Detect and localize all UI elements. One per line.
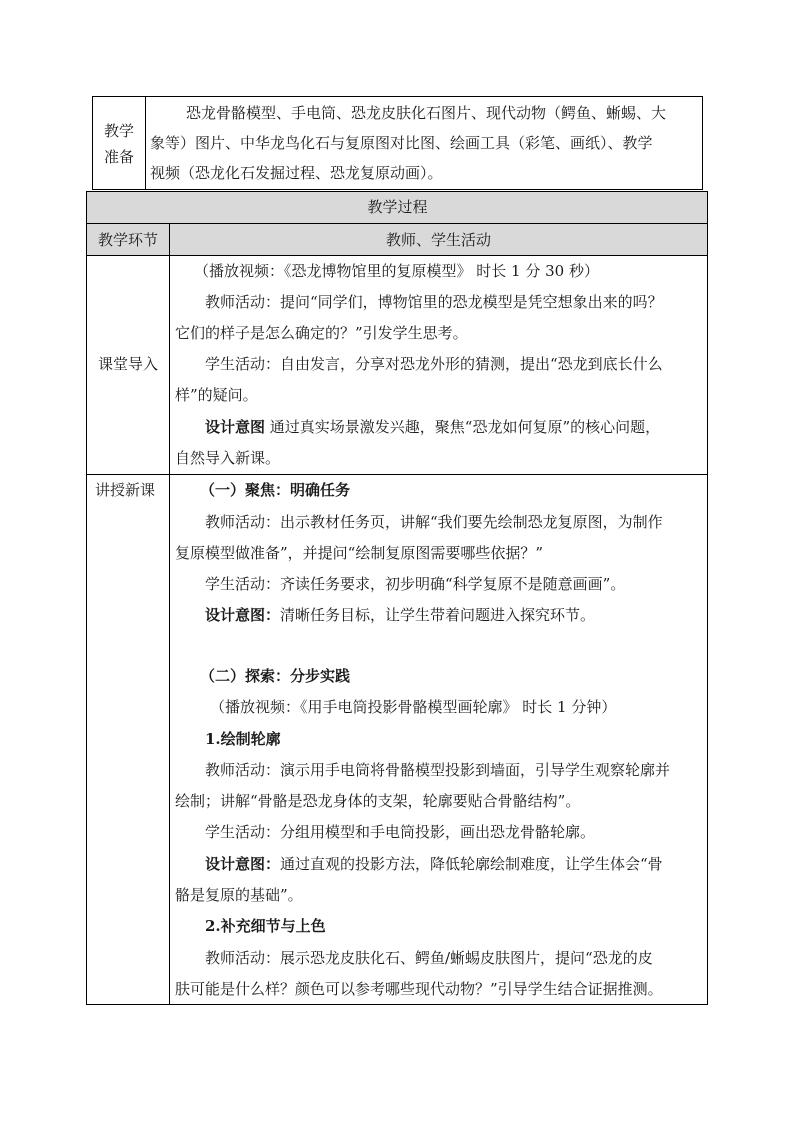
rule [169, 223, 170, 1005]
step1-student: 学生活动：分组用模型和手电筒投影，画出恐龙骨骼轮廓。 [205, 823, 596, 841]
sec1-design [205, 605, 595, 625]
sec1-design-text: 清晰任务目标，让学生带着问题进入探究环节。 [280, 606, 596, 624]
sec1-design-label: 设计意图： [205, 606, 281, 624]
process-header: 教学过程 [367, 198, 428, 216]
rule [86, 191, 708, 192]
step1-design-line2: 骼是复原的基础”。 [175, 886, 303, 904]
step1-design-label: 设计意图： [205, 855, 281, 873]
lesson-stage: 讲授新课 [95, 481, 156, 499]
intro-teacher-line2: 它们的样子是怎么确定的？”引发学生思考。 [175, 324, 468, 342]
step1-design-line1 [205, 854, 663, 874]
step1-teacher-line2: 绘制；讲解“骨骼是恐龙身体的支架，轮廓要贴合骨骼结构”。 [175, 792, 581, 810]
step2-teacher-line1: 教师活动：展示恐龙皮肤化石、鳄鱼/蜥蜴皮肤图片，提问“恐龙的皮 [205, 949, 653, 967]
rule [86, 223, 708, 224]
rule [86, 474, 708, 475]
step1-teacher-line1: 教师活动：演示用手电筒将骨骼模型投影到墙面，引导学生观察轮廓并 [205, 761, 671, 779]
rule [86, 1004, 708, 1005]
intro-video: （播放视频：《恐龙博物馆里的复原模型》 时长 1 分 30 秒） [194, 262, 599, 280]
step2-teacher-line2: 肤可能是什么样？颜色可以参考哪些现代动物？”引导学生结合证据推测。 [175, 980, 663, 998]
intro-stage: 课堂导入 [97, 355, 158, 373]
rule [145, 96, 146, 190]
prep-text-line2: 象等）图片、中华龙鸟化石与复原图对比图、绘画工具（彩笔、画纸）、教学 [150, 134, 653, 152]
sec1-teacher-line2: 复原模型做准备”，并提问“绘制复原图需要哪些依据？” [175, 544, 544, 562]
intro-student-line1: 学生活动：自由发言，分享对恐龙外形的猜测，提出“恐龙到底长什么 [205, 355, 663, 373]
prep-label-line2: 准备 [103, 148, 134, 166]
sec1-student: 学生活动：齐读任务要求，初步明确“科学复原不是随意画画”。 [205, 575, 626, 593]
rule [707, 191, 708, 1005]
rule [92, 96, 702, 97]
prep-text-line3: 视频（恐龙化石发掘过程、恐龙复原动画）。 [150, 164, 443, 182]
sec1-title: （一）聚焦：明确任务 [200, 481, 351, 499]
sec2-video: （播放视频：《用手电筒投影骨骼模型画轮廓》 时长 1 分钟） [210, 698, 617, 716]
rule [92, 189, 702, 190]
prep-label-line1: 教学 [103, 122, 134, 140]
intro-design-label: 设计意图 [205, 418, 266, 436]
intro-teacher-line1: 教师活动：提问“同学们，博物馆里的恐龙模型是凭空想象出来的吗？ [205, 293, 663, 311]
intro-design-line1 [205, 417, 660, 437]
prep-label [93, 118, 145, 170]
rule [86, 191, 87, 1005]
prep-text-line1: 恐龙骨骼模型、手电筒、恐龙皮肤化石图片、现代动物（鳄鱼、蜥蜴、大 [186, 104, 667, 122]
sec2-title: （二）探索：分步实践 [200, 667, 351, 685]
intro-student-line2: 样”的疑问。 [175, 386, 258, 404]
step1-title: 1.绘制轮廓 [205, 730, 281, 748]
rule [702, 96, 703, 190]
col-header-stage: 教学环节 [97, 231, 158, 249]
col-header-activity: 教师、学生活动 [385, 231, 491, 249]
rule [86, 255, 708, 256]
step1-design-text: 通过直观的投影方法，降低轮廓绘制难度，让学生体会“骨 [280, 855, 663, 873]
sec1-teacher-line1: 教师活动：出示教材任务页，讲解“我们要先绘制恐龙复原图，为制作 [205, 513, 663, 531]
intro-design-line2: 自然导入新课。 [175, 449, 281, 467]
step2-title: 2.补充细节与上色 [205, 917, 326, 935]
intro-design-text: 通过真实场景激发兴趣，聚焦“恐龙如何复原”的核心问题， [265, 418, 661, 436]
